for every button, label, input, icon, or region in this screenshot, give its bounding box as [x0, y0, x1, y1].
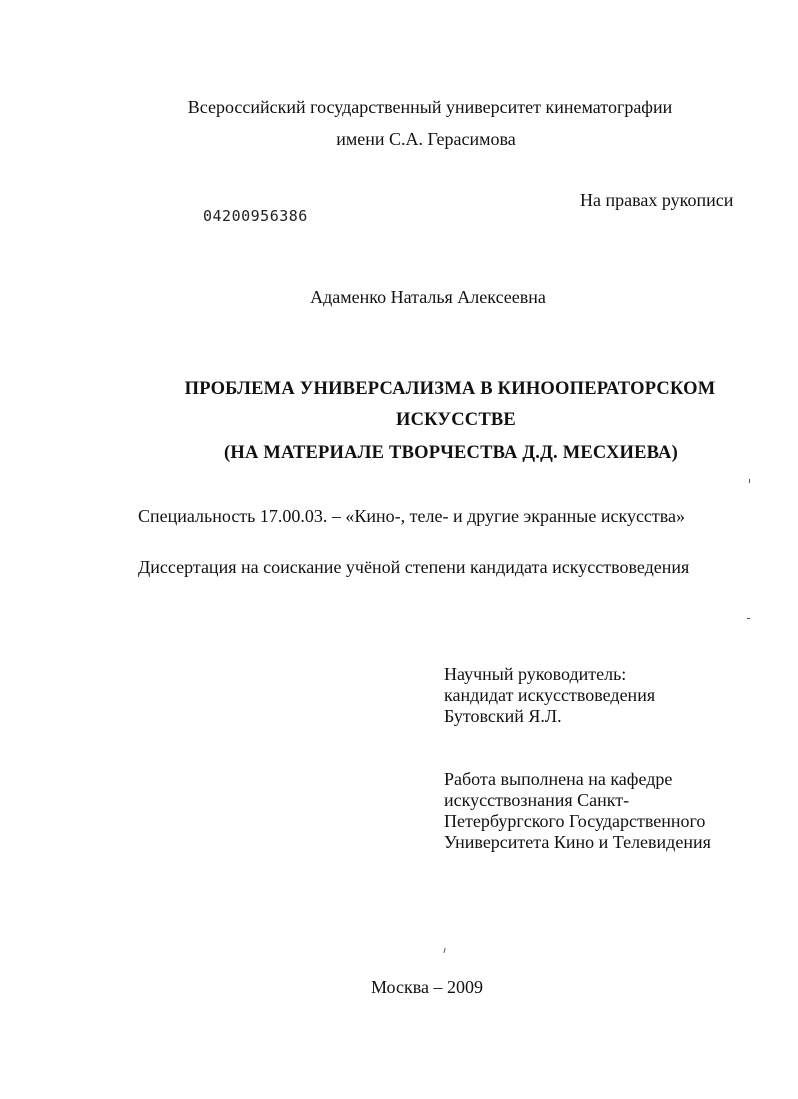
department-line3: Петербургского Государственного — [444, 811, 706, 831]
supervisor-degree: кандидат искусствоведения — [444, 685, 656, 705]
supervisor-name: Бутовский Я.Л. — [444, 706, 562, 726]
supervisor-block — [444, 664, 655, 727]
dissertation-description: Диссертация на соискание учёной степени кандидата искусствоведения — [138, 557, 690, 577]
manuscript-rights: На правах рукописи — [580, 190, 734, 210]
supervisor-label: Научный руководитель: — [444, 664, 627, 684]
university-name-line2: имени С.А. Герасимова — [336, 129, 516, 149]
title-line3: (НА МАТЕРИАЛЕ ТВОРЧЕСТВА Д.Д. МЕСХИЕВА) — [224, 443, 678, 463]
title-line1: ПРОБЛЕМА УНИВЕРСАЛИЗМА В КИНООПЕРАТОРСКОМ — [184, 379, 716, 399]
department-block — [444, 769, 711, 853]
department-line1: Работа выполнена на кафедре — [444, 769, 673, 789]
scan-speck — [443, 948, 445, 953]
title-line2: ИСКУССТВЕ — [396, 410, 516, 430]
author-name: Адаменко Наталья Алексеевна — [310, 287, 546, 307]
university-name-line1: Всероссийский государственный университет кинематографии — [187, 97, 673, 117]
city-year: Москва – 2009 — [371, 977, 483, 997]
department-line2: искусствознания Санкт- — [444, 790, 630, 810]
department-line4: Университета Кино и Телевидения — [444, 832, 711, 852]
specialty: Специальность 17.00.03. – «Кино-, теле- и другие экранные искусства» — [138, 506, 686, 526]
scan-speck — [749, 479, 750, 483]
scan-speck — [747, 618, 750, 619]
stamp-number: 04200956386 — [203, 207, 308, 225]
